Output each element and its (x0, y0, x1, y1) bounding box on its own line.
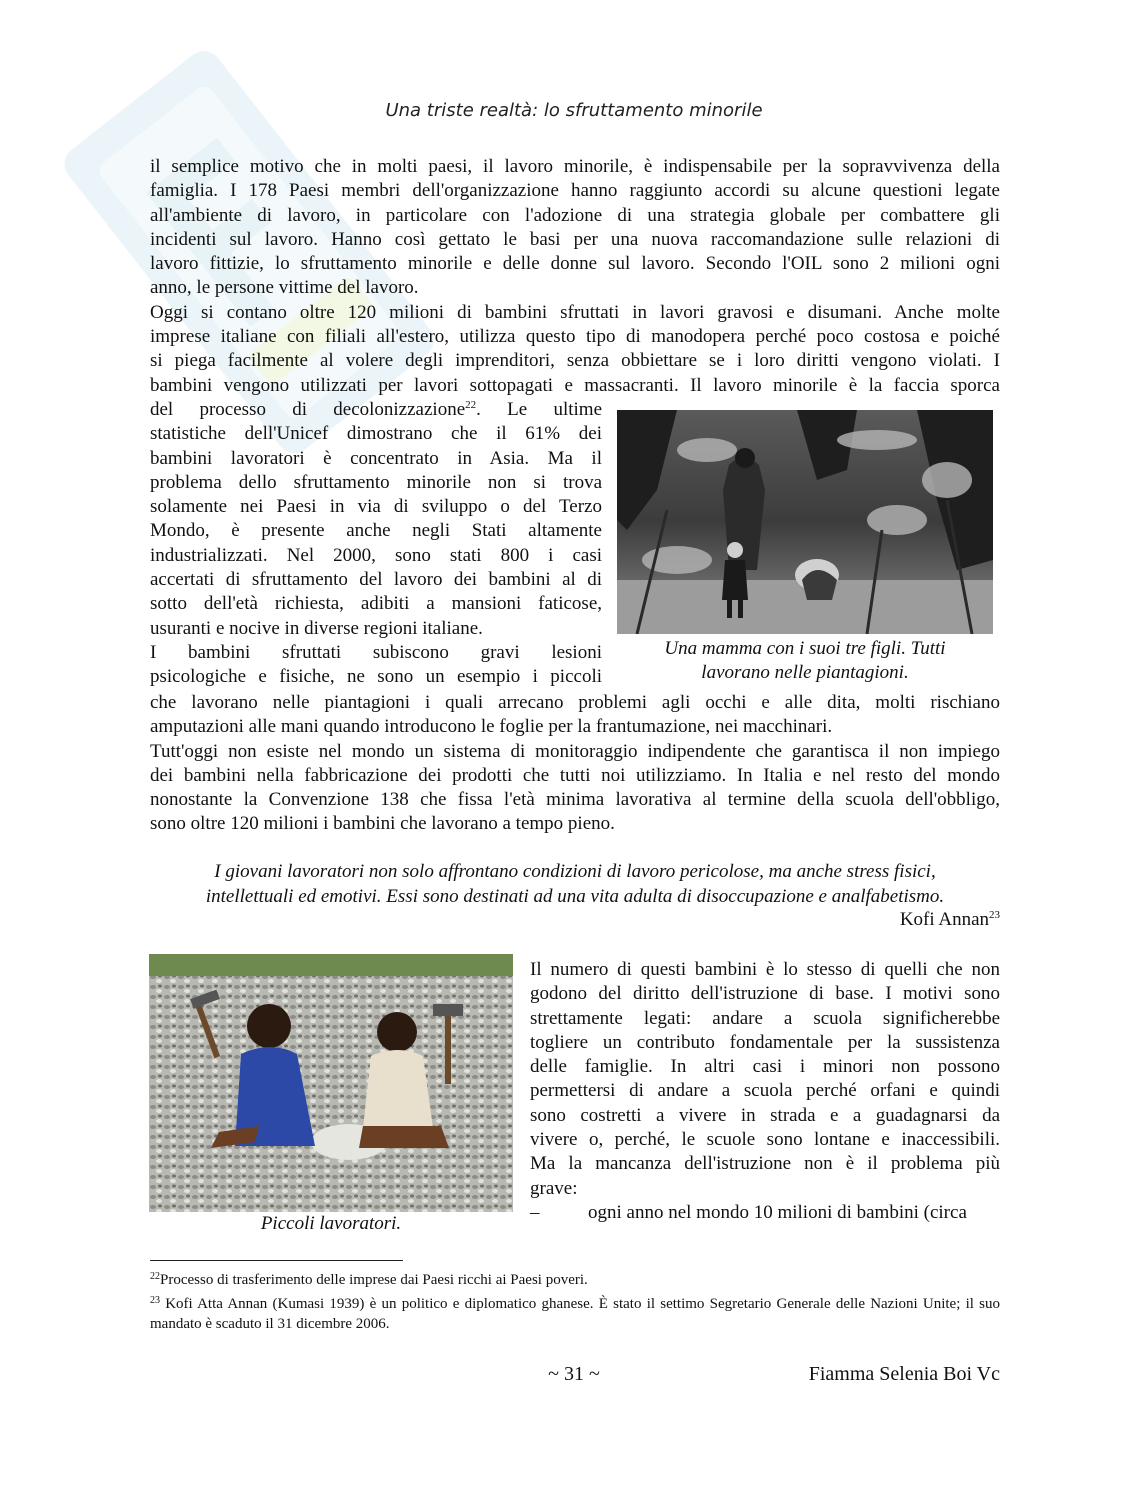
caption-line: Una mamma con i suoi tre figli. Tutti (664, 638, 946, 659)
text-line: accertati di sfruttamento del lavoro dei bambini al di (150, 569, 602, 591)
child-workers-photo (149, 954, 513, 1212)
list-item-text: ogni anno nel mondo 10 milioni di bambini (circa (588, 1201, 967, 1223)
text-line: Oggi si contano oltre 120 milioni di bambini sfruttati in lavori gravosi e disumani. Anche molte (150, 301, 1000, 323)
footnotes (150, 1270, 1000, 1338)
caption-line: lavorano nelle piantagioni. (701, 662, 909, 683)
footnote-ref-23[interactable]: 23 (989, 909, 1000, 921)
text-line: strettamente legati: andare a scuola significherebbe (530, 1007, 1000, 1029)
block-quote (150, 860, 1000, 909)
text-line: Tutt'oggi non esiste nel mondo un sistema di monitoraggio indipendente che garantisca il non impiego (150, 740, 1000, 762)
footnote-22 (150, 1270, 1000, 1290)
text-fragment: del processo di decolonizzazione (150, 399, 466, 420)
plantation-photo (617, 410, 993, 634)
body-paragraph-bottom (150, 691, 1000, 837)
dash-bullet: – (530, 1201, 540, 1223)
quote-line: I giovani lavoratori non solo affrontano condizioni di lavoro pericolose, ma anche stress fisici, (214, 861, 936, 882)
footnote-text: Processo di trasferimento delle imprese dai Paesi ricchi ai Paesi poveri. (160, 1272, 588, 1288)
text-line: industrializzati. Nel 2000, sono stati 800 i casi (150, 544, 602, 566)
text-line: grave: (530, 1177, 578, 1199)
text-line (150, 398, 602, 422)
text-line: incidenti sul lavoro. Hanno così gettato le basi per una nuova raccomandazione sulle relazioni di (150, 228, 1000, 250)
text-line: problema dello sfruttamento minorile non si trova (150, 471, 602, 493)
text-line: all'ambiente di lavoro, in particolare con l'adozione di una strategia globale per combattere gli (150, 204, 1000, 226)
text-line: che lavorano nelle piantagioni i quali arrecano problemi agli occhi e alle dita, molti rischiano (150, 692, 1000, 713)
text-line: godono del diritto dell'istruzione di base. I motivi sono (530, 983, 1000, 1005)
text-line: bambini vengono utilizzati per lavori sottopagati e massacranti. Il lavoro minorile è la faccia sporca (150, 374, 1000, 396)
text-fragment: . Le ultime (476, 399, 603, 420)
list-item (530, 1201, 1000, 1225)
author-footer: Fiamma Selenia Boi Vc (808, 1363, 1000, 1385)
child-workers-photo-caption: Piccoli lavoratori. (260, 1213, 402, 1234)
text-line: Il numero di questi bambini è lo stesso di quelli che non (530, 959, 1000, 980)
footnote-mark: 23 (150, 1295, 160, 1306)
quote-author-name: Kofi Annan (899, 909, 989, 930)
text-line: solamente nei Paesi in via di sviluppo o del Terzo (150, 496, 602, 518)
quote-line: intellettuali ed emotivi. Essi sono destinati ad una vita adulta di disoccupazione e analfabetismo. (205, 885, 945, 907)
text-line: sono oltre 120 milioni i bambini che lavorano a tempo pieno. (150, 813, 615, 835)
text-line: delle famiglie. In altri casi i minori non possono (530, 1056, 1000, 1078)
text-line: I bambini sfruttati subiscono gravi lesioni (150, 641, 602, 663)
text-line: nonostante la Convenzione 138 che fissa l'età minima lavorativa al termine della scuola dell'obbligo, (150, 789, 1000, 811)
body-paragraph-top (150, 155, 1000, 398)
text-line: statistiche dell'Unicef dimostrano che il 61% dei (150, 423, 602, 445)
text-line: famiglia. I 178 Paesi membri dell'organizzazione hanno raggiunto accordi su alcune questioni legate (150, 180, 1000, 202)
footnote-text: Kofi Atta Annan (Kumasi 1939) è un politico e diplomatico ghanese. È stato il settimo Segretario Generale delle Nazioni Unite; il suo mandato è scaduto il 31 dicembre 2006. (150, 1296, 1000, 1332)
footnote-23 (150, 1294, 1000, 1334)
footnote-mark: 22 (150, 1271, 160, 1282)
text-line: togliere un contributo fondamentale per la sussistenza (530, 1031, 1000, 1053)
page-number: ~ 31 ~ (548, 1363, 600, 1385)
plantation-photo-caption (617, 637, 993, 685)
text-line: Mondo, è presente anche negli Stati altamente (150, 520, 602, 542)
text-line: bambini lavoratori è concentrato in Asia. Ma il (150, 447, 602, 469)
body-paragraph-wrapped (150, 398, 602, 690)
text-line: imprese italiane con filiali all'estero, utilizza questo tipo di manodopera perché poco costosa e poiché (150, 326, 1000, 348)
body-paragraph-right (530, 958, 1000, 1225)
text-line: permettersi di andare a scuola perché orfani e quindi (530, 1080, 1000, 1102)
footnote-ref-22[interactable]: 22 (465, 399, 477, 411)
text-line: si piega facilmente al volere degli imprenditori, senza obbiettare se i loro diritti vengono violati. I (150, 350, 1000, 372)
text-line: vivere o, perché, le scuole sono lontane e inaccessibili. (530, 1129, 1000, 1151)
running-header: Una triste realtà: lo sfruttamento minorile (385, 100, 763, 121)
text-line: sotto dell'età richiesta, adibiti a mansioni faticose, (150, 593, 602, 615)
text-line: Ma la mancanza dell'istruzione non è il problema più (530, 1153, 1000, 1175)
text-line: anno, le persone vittime del lavoro. (150, 277, 419, 299)
text-line: usuranti e nocive in diverse regioni italiane. (150, 617, 483, 639)
footnote-separator (150, 1260, 403, 1261)
text-line: sono costretti a vivere in strada e a guadagnarsi da (530, 1104, 1000, 1126)
text-line: dei bambini nella fabbricazione dei prodotti che tutti noi utilizziamo. In Italia e nel resto del mondo (150, 764, 1000, 786)
quote-author (900, 909, 1000, 931)
text-line: lavoro fittizie, lo sfruttamento minorile e delle donne sul lavoro. Secondo l'OIL sono 2 milioni ogni (150, 253, 1000, 275)
text-line: psicologiche e fisiche, ne sono un esempio i piccoli (150, 666, 602, 688)
text-line: amputazioni alle mani quando introducono le foglie per la frantumazione, nei macchinari. (150, 716, 833, 738)
text-line: il semplice motivo che in molti paesi, il lavoro minorile, è indispensabile per la sopravvivenza della (150, 156, 1000, 177)
